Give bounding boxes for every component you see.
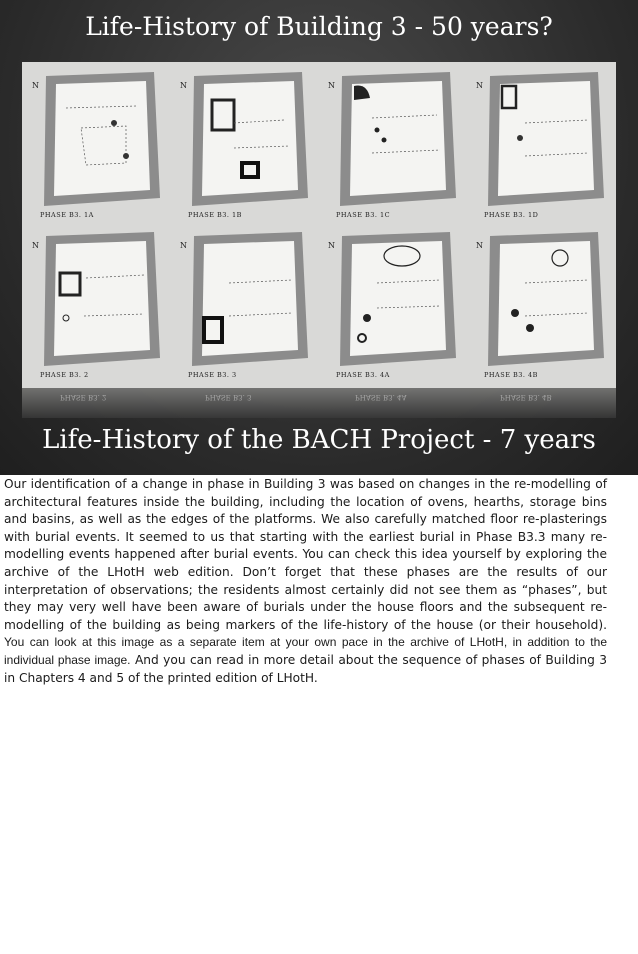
slide-title-bottom: Life-History of the BACH Project - 7 years bbox=[42, 425, 596, 455]
notes-text bbox=[4, 476, 607, 687]
reflection-label: PHASE B3. 4B bbox=[500, 393, 552, 401]
plan-phase-1b bbox=[174, 68, 316, 223]
plan-drawing bbox=[322, 68, 464, 223]
plan-phase-4a bbox=[322, 228, 464, 383]
plan-drawing bbox=[26, 68, 168, 223]
slide-image bbox=[0, 0, 638, 475]
reflection-label: PHASE B3. 4A bbox=[355, 393, 407, 401]
svg-text:N: N bbox=[476, 81, 483, 90]
svg-text:N: N bbox=[32, 241, 39, 250]
notes-paragraph-small: You can look at this image as a separate item at your own pace in the archive of LHotH, in addition to the individual phase image. bbox=[4, 635, 607, 667]
plan-phase-1a bbox=[26, 68, 168, 223]
svg-text:N: N bbox=[476, 241, 483, 250]
phase-plans-board bbox=[22, 62, 616, 388]
plan-phase-4b bbox=[470, 228, 612, 383]
plan-drawing bbox=[322, 228, 464, 383]
plan-phase-2 bbox=[26, 228, 168, 383]
svg-text:N: N bbox=[32, 81, 39, 90]
plan-drawing bbox=[26, 228, 168, 383]
phase-label: PHASE B3. 1D bbox=[484, 211, 539, 219]
reflection-label: PHASE B3. 2 bbox=[60, 393, 107, 401]
plan-drawing bbox=[470, 228, 612, 383]
phase-label: PHASE B3. 4B bbox=[484, 371, 538, 379]
plan-drawing bbox=[470, 68, 612, 223]
plan-phase-3 bbox=[174, 228, 316, 383]
svg-text:N: N bbox=[328, 241, 335, 250]
plan-phase-1d bbox=[470, 68, 612, 223]
phase-label: PHASE B3. 2 bbox=[40, 371, 89, 379]
slide-title-top: Life-History of Building 3 - 50 years? bbox=[85, 12, 553, 41]
phase-label: PHASE B3. 1A bbox=[40, 211, 94, 219]
svg-text:N: N bbox=[180, 81, 187, 90]
reflection-label: PHASE B3. 3 bbox=[205, 393, 252, 401]
phase-label: PHASE B3. 3 bbox=[188, 371, 237, 379]
svg-text:N: N bbox=[180, 241, 187, 250]
plan-drawing bbox=[174, 68, 316, 223]
svg-text:N: N bbox=[328, 81, 335, 90]
notes-paragraph-end: And you can read in more detail about the sequence of phases of Building 3 in Chapters 4 and 5 of the printed edition of LHotH. bbox=[4, 652, 607, 685]
plan-drawing bbox=[174, 228, 316, 383]
plan-phase-1c bbox=[322, 68, 464, 223]
phase-label: PHASE B3. 1C bbox=[336, 211, 391, 219]
phase-label: PHASE B3. 1B bbox=[188, 211, 242, 219]
phase-label: PHASE B3. 4A bbox=[336, 371, 390, 379]
notes-paragraph-main: Our identification of a change in phase in Building 3 was based on changes in the re-modelling of architectural features inside the building, including the location of ovens, hearths, storage bins and basins, as well as the edges of the platforms. We also carefully matched floor re-plasterings with burial events. It seemed to us that starting with the earliest burial in Phase B3.3 many re-modelling events happened after burial events. You can check this idea yourself by exploring the archive of the LHotH web edition. Don’t forget that these phases are the results of our interpretation of observations; the residents almost certainly did not see them as “phases”, but they may very well have been aware of burials under the house floors and the subsequent re-modelling of the building as being markers of the life-history of the house (or their household). bbox=[4, 477, 607, 632]
